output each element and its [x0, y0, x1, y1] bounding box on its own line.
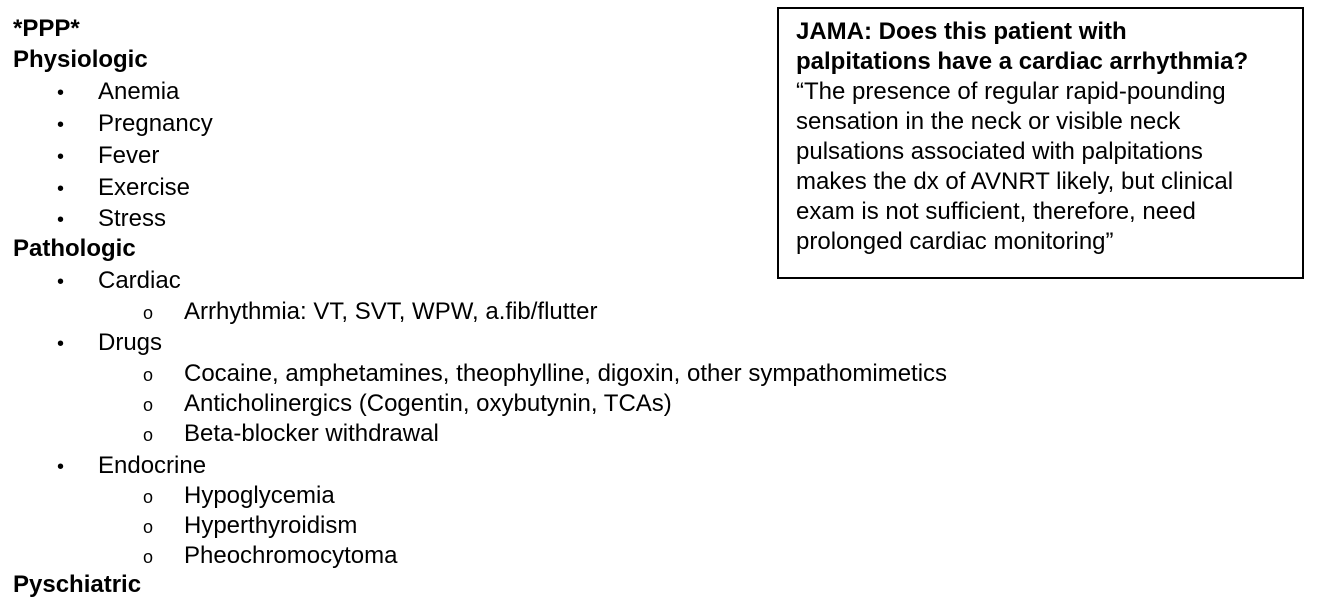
jama-quote-line: “The presence of regular rapid-pounding: [796, 78, 1226, 105]
bullet-marker: •: [57, 178, 65, 200]
section-heading-pathologic: Pathologic: [13, 235, 136, 262]
sublist-item-arrhythmia: Arrhythmia: VT, SVT, WPW, a.fib/flutter: [184, 298, 598, 325]
bullet-marker: •: [57, 82, 65, 104]
sublist-item-sympathomimetics: Cocaine, amphetamines, theophylline, digoxin, other sympathomimetics: [184, 360, 948, 387]
bullet-marker: •: [57, 146, 65, 168]
sublist-item-beta-blocker-withdrawal: Beta-blocker withdrawal: [184, 420, 439, 447]
jama-title-line: JAMA: Does this patient with: [796, 18, 1127, 45]
jama-quote: [796, 77, 1296, 257]
sublist-item-anticholinergics: Anticholinergics (Cogentin, oxybutynin, TCAs): [184, 390, 672, 417]
sublist-item-hypoglycemia: Hypoglycemia: [184, 482, 335, 509]
jama-quote-line: makes the dx of AVNRT likely, but clinical: [796, 168, 1234, 195]
sub-bullet-marker: o: [143, 517, 154, 537]
section-heading-psychiatric: Pyschiatric: [13, 571, 142, 598]
bullet-marker: •: [57, 114, 65, 136]
sub-bullet-marker: o: [143, 547, 154, 567]
list-item-cardiac: Cardiac: [98, 267, 181, 294]
bullet-marker: •: [57, 209, 65, 231]
jama-quote-line: sensation in the neck or visible neck: [796, 108, 1181, 135]
sub-bullet-marker: o: [143, 303, 154, 323]
jama-callout-box: [777, 7, 1304, 279]
sublist-item-pheochromocytoma: Pheochromocytoma: [184, 542, 398, 569]
sub-bullet-marker: o: [143, 425, 154, 445]
jama-title-line: palpitations have a cardiac arrhythmia?: [796, 48, 1249, 75]
jama-quote-line: exam is not sufficient, therefore, need: [796, 198, 1196, 225]
list-item-endocrine: Endocrine: [98, 452, 207, 479]
section-heading-physiologic: Physiologic: [13, 46, 148, 73]
list-item-fever: Fever: [98, 142, 160, 169]
jama-quote-line: prolonged cardiac monitoring”: [796, 228, 1114, 255]
sub-bullet-marker: o: [143, 487, 154, 507]
list-item-drugs: Drugs: [98, 329, 163, 356]
jama-quote-line: pulsations associated with palpitations: [796, 138, 1203, 165]
list-item-anemia: Anemia: [98, 78, 180, 105]
list-item-stress: Stress: [98, 205, 167, 232]
sub-bullet-marker: o: [143, 365, 154, 385]
ppp-tag: *PPP*: [13, 15, 80, 42]
bullet-marker: •: [57, 333, 65, 355]
bullet-marker: •: [57, 271, 65, 293]
sublist-item-hyperthyroidism: Hyperthyroidism: [184, 512, 358, 539]
bullet-marker: •: [57, 456, 65, 478]
sub-bullet-marker: o: [143, 395, 154, 415]
jama-title: [796, 17, 1296, 77]
list-item-exercise: Exercise: [98, 174, 191, 201]
list-item-pregnancy: Pregnancy: [98, 110, 213, 137]
